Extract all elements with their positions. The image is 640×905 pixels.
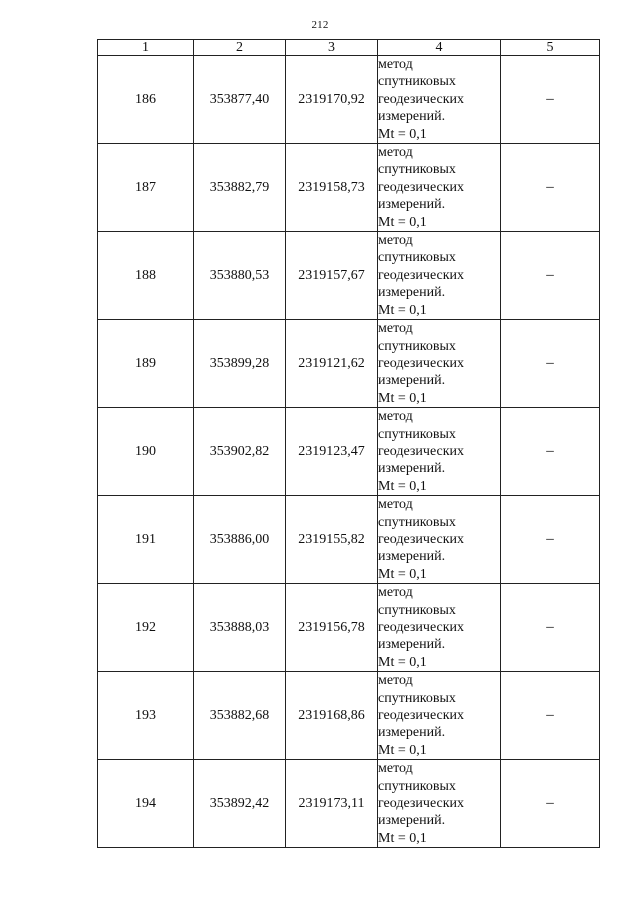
method-line: геодезических bbox=[378, 355, 465, 371]
method-cell bbox=[378, 144, 501, 232]
coordinate-x-cell: 353882,68 bbox=[194, 672, 286, 760]
method-line: геодезических bbox=[378, 91, 465, 107]
coordinate-x-cell: 353899,28 bbox=[194, 320, 286, 408]
method-cell bbox=[378, 408, 501, 496]
method-line: геодезических bbox=[378, 796, 465, 812]
method-line: метод bbox=[378, 761, 413, 777]
method-line: спутниковых bbox=[378, 74, 456, 90]
method-line: Mt = 0,1 bbox=[378, 654, 427, 670]
coordinate-y-cell: 2319155,82 bbox=[286, 496, 378, 584]
column-header-5: 5 bbox=[501, 40, 600, 56]
method-line: спутниковых bbox=[378, 514, 456, 530]
note-cell: – bbox=[501, 496, 600, 584]
table-row bbox=[98, 672, 600, 760]
method-line: метод bbox=[378, 57, 413, 72]
table-row bbox=[98, 232, 600, 320]
method-cell bbox=[378, 584, 501, 672]
method-cell bbox=[378, 760, 501, 848]
point-number-cell: 191 bbox=[98, 496, 194, 584]
method-line: спутниковых bbox=[378, 602, 456, 618]
method-line: метод bbox=[378, 409, 413, 425]
method-line: Mt = 0,1 bbox=[378, 742, 427, 758]
coordinate-x-cell: 353892,42 bbox=[194, 760, 286, 848]
method-line: метод bbox=[378, 145, 413, 161]
note-cell: – bbox=[501, 760, 600, 848]
coordinate-y-cell: 2319157,67 bbox=[286, 232, 378, 320]
method-line: Mt = 0,1 bbox=[378, 126, 427, 142]
method-line: измерений. bbox=[378, 549, 446, 565]
point-number-cell: 194 bbox=[98, 760, 194, 848]
table-row bbox=[98, 408, 600, 496]
coordinate-y-cell: 2319158,73 bbox=[286, 144, 378, 232]
page-number: 212 bbox=[311, 19, 329, 31]
method-line: измерений. bbox=[378, 373, 446, 389]
table-row bbox=[98, 56, 600, 144]
coordinates-table bbox=[97, 39, 600, 848]
method-cell bbox=[378, 232, 501, 320]
coordinate-x-cell: 353886,00 bbox=[194, 496, 286, 584]
point-number-cell: 192 bbox=[98, 584, 194, 672]
table-body bbox=[98, 56, 600, 848]
method-line: геодезических bbox=[378, 179, 465, 195]
method-cell bbox=[378, 496, 501, 584]
method-cell bbox=[378, 320, 501, 408]
method-line: Mt = 0,1 bbox=[378, 830, 427, 846]
table-row bbox=[98, 320, 600, 408]
note-cell: – bbox=[501, 672, 600, 760]
note-cell: – bbox=[501, 232, 600, 320]
method-line: геодезических bbox=[378, 708, 465, 724]
coordinate-y-cell: 2319168,86 bbox=[286, 672, 378, 760]
table-row bbox=[98, 496, 600, 584]
point-number-cell: 187 bbox=[98, 144, 194, 232]
method-line: измерений. bbox=[378, 813, 446, 829]
method-line: измерений. bbox=[378, 461, 446, 477]
method-line: геодезических bbox=[378, 267, 465, 283]
point-number-cell: 189 bbox=[98, 320, 194, 408]
coordinate-y-cell: 2319156,78 bbox=[286, 584, 378, 672]
method-line: спутниковых bbox=[378, 690, 456, 706]
method-line: спутниковых bbox=[378, 778, 456, 794]
column-header-1: 1 bbox=[98, 40, 194, 56]
note-cell: – bbox=[501, 584, 600, 672]
column-header-3: 3 bbox=[286, 40, 378, 56]
column-header-4: 4 bbox=[378, 40, 501, 56]
method-line: метод bbox=[378, 497, 413, 513]
coordinate-y-cell: 2319173,11 bbox=[286, 760, 378, 848]
coordinate-y-cell: 2319170,92 bbox=[286, 56, 378, 144]
coordinate-x-cell: 353877,40 bbox=[194, 56, 286, 144]
coordinate-y-cell: 2319123,47 bbox=[286, 408, 378, 496]
method-line: измерений. bbox=[378, 285, 446, 301]
table-row bbox=[98, 760, 600, 848]
method-line: Mt = 0,1 bbox=[378, 478, 427, 494]
method-line: метод bbox=[378, 585, 413, 601]
point-number-cell: 193 bbox=[98, 672, 194, 760]
method-line: измерений. bbox=[378, 725, 446, 741]
point-number-cell: 190 bbox=[98, 408, 194, 496]
note-cell: – bbox=[501, 144, 600, 232]
method-line: измерений. bbox=[378, 109, 446, 125]
method-line: геодезических bbox=[378, 443, 465, 459]
method-line: геодезических bbox=[378, 531, 465, 547]
coordinate-x-cell: 353882,79 bbox=[194, 144, 286, 232]
method-cell bbox=[378, 56, 501, 144]
method-line: Mt = 0,1 bbox=[378, 566, 427, 582]
method-line: спутниковых bbox=[378, 162, 456, 178]
method-line: Mt = 0,1 bbox=[378, 214, 427, 230]
coordinate-x-cell: 353902,82 bbox=[194, 408, 286, 496]
point-number-cell: 186 bbox=[98, 56, 194, 144]
method-line: геодезических bbox=[378, 620, 465, 635]
method-line: спутниковых bbox=[378, 338, 456, 354]
coordinate-x-cell: 353888,03 bbox=[194, 584, 286, 672]
method-line: Mt = 0,1 bbox=[378, 302, 427, 318]
note-cell: – bbox=[501, 408, 600, 496]
note-cell: – bbox=[501, 56, 600, 144]
method-line: Mt = 0,1 bbox=[378, 390, 427, 406]
table-row bbox=[98, 584, 600, 672]
table-row bbox=[98, 144, 600, 232]
note-cell: – bbox=[501, 320, 600, 408]
method-line: метод bbox=[378, 321, 413, 337]
point-number-cell: 188 bbox=[98, 232, 194, 320]
method-line: измерений. bbox=[378, 637, 446, 653]
method-line: спутниковых bbox=[378, 250, 456, 266]
method-line: измерений. bbox=[378, 197, 446, 213]
method-line: метод bbox=[378, 233, 413, 249]
method-line: спутниковых bbox=[378, 426, 456, 442]
coordinate-x-cell: 353880,53 bbox=[194, 232, 286, 320]
method-cell bbox=[378, 672, 501, 760]
column-header-2: 2 bbox=[194, 40, 286, 56]
table-header-row bbox=[98, 40, 600, 56]
method-line: метод bbox=[378, 673, 413, 689]
coordinate-y-cell: 2319121,62 bbox=[286, 320, 378, 408]
